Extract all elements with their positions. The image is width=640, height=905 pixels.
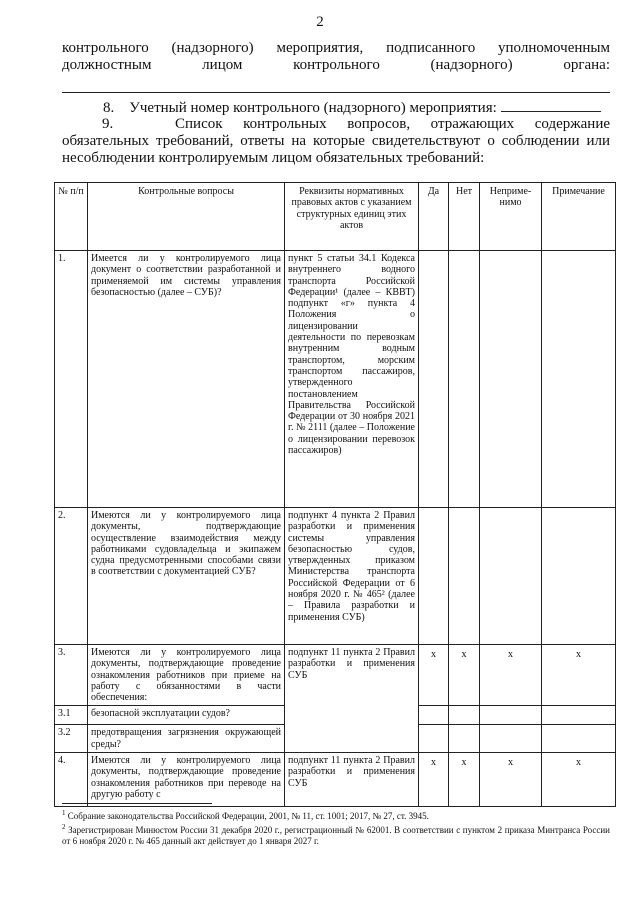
intro-line-2: должностным лицом контрольного (надзорного) органа: [62,57,610,73]
row-na[interactable] [480,251,542,508]
row-requisites: пункт 5 статьи 34.1 Кодекса внутреннего водного транспорта Российской Федерации¹ (далее – КВВТ) подпункт «г» пункта 4 Положения о лицензировании деятельности по перевозкам внутренним водным транспортом, морским транспортом пассажиров, утвержденного постановлением Правительства Российской Федерации от 30 ноября 2021 г. № 2111 (далее – Положение о лицензировании перевозок пассажиров) [285,251,419,508]
header-requisites: Реквизиты нормативных правовых актов с указанием структурных единиц этих актов [285,183,419,251]
row-no[interactable] [449,251,480,508]
row-question: предотвращения загрязнения окружающей среды? [88,725,285,753]
footnote-2 [62,822,610,847]
footnote-separator [62,803,212,804]
row-no[interactable] [449,725,480,753]
item-9-line1: Список контрольных вопросов, отражающих содержание [175,116,611,132]
row-num: 2. [55,508,88,645]
header-yes: Да [419,183,449,251]
row-yes[interactable] [419,725,449,753]
row-requisites: подпункт 11 пункта 2 Правил разработки и применения СУБ [285,753,419,807]
row-num: 1. [55,251,88,508]
row-note[interactable] [542,251,616,508]
row-num: 3.2 [55,725,88,753]
row-yes: x [419,753,449,807]
row-requisites: подпункт 4 пункта 2 Правил разработки и применения системы управления безопасностью судов, утвержденных приказом Министерства транспорта Российской Федерации от 6 ноября 2020 г. № 465² (далее – Правила разработки и применения СУБ) [285,508,419,645]
footnote-2-text: Зарегистрирован Минюстом России 31 декабря 2020 г., регистрационный № 62001. В соответствии с пунктом 2 приказа Минтранса России от 6 ноября 2020 г. № 465 данный акт действует до 1 января 2027 г. [62,825,610,846]
item-8-number: 8. [103,100,115,116]
intro-line-1: контрольного (надзорного) мероприятия, подписанного уполномоченным [62,40,610,56]
row-na[interactable] [480,508,542,645]
row-no: x [449,753,480,807]
item-8-blank [501,99,601,112]
header-question: Контрольные вопросы [88,183,285,251]
row-yes[interactable] [419,508,449,645]
row-num: 3. [55,645,88,706]
row-no[interactable] [449,706,480,725]
header-no: Нет [449,183,480,251]
footnote-1-text: Собрание законодательства Российской Федерации, 2001, № 11, ст. 1001; 2017, № 27, ст. 3945. [67,811,429,821]
table-row [55,508,616,645]
table-row [55,753,616,807]
item-9 [62,116,610,167]
row-question: безопасной эксплуатации судов? [88,706,285,725]
row-na[interactable] [480,706,542,725]
row-question: Имеются ли у контролируемого лица документы, подтверждающие проведение ознакомления работников при приеме на работу с обязанностями в части обеспечения: [88,645,285,706]
table-header-row [55,183,616,251]
row-yes[interactable] [419,251,449,508]
fill-in-line [62,92,610,93]
row-no[interactable] [449,508,480,645]
item-9-number: 9. [102,116,114,132]
checklist-table [54,182,616,807]
footnotes [62,808,610,847]
item-8-text: Учетный номер контрольного (надзорного) мероприятия: [129,100,497,116]
row-question: Имеются ли у контролируемого лица документы, подтверждающие проведение ознакомления работников при переводе на другую работу с [88,753,285,807]
row-note[interactable] [542,706,616,725]
header-num: № п/п [55,183,88,251]
row-na: x [480,645,542,706]
row-num: 3.1 [55,706,88,725]
row-note[interactable] [542,725,616,753]
row-num: 4. [55,753,88,807]
item-9-rest: обязательных требований, ответы на которые свидетельствуют о соблюдении или несоблюдении контролируемым лицом обязательных требований: [62,133,610,166]
row-na: x [480,753,542,807]
header-note: Примечание [542,183,616,251]
row-requisites: подпункт 11 пункта 2 Правил разработки и применения СУБ [285,645,419,753]
header-na: Неприме-нимо [480,183,542,251]
row-no: x [449,645,480,706]
item-8 [103,99,613,117]
footnote-2-mark: 2 [62,823,66,831]
page-number: 2 [316,14,324,30]
footnote-1-mark: 1 [62,809,66,817]
table-row [55,645,616,706]
row-question: Имеются ли у контролируемого лица документы, подтверждающие осуществление взаимодействия между работниками судовладельца и экипажем судна предусмотренными способами связи в соответствии с документацией СУБ? [88,508,285,645]
row-yes: x [419,645,449,706]
row-note[interactable] [542,508,616,645]
row-question: Имеется ли у контролируемого лица документ о соответствии разработанной и применяемой им системы управления безопасностью (далее – СУБ)? [88,251,285,508]
footnote-1 [62,808,610,822]
table-row [55,251,616,508]
row-note: x [542,753,616,807]
row-na[interactable] [480,725,542,753]
row-note: x [542,645,616,706]
row-yes[interactable] [419,706,449,725]
